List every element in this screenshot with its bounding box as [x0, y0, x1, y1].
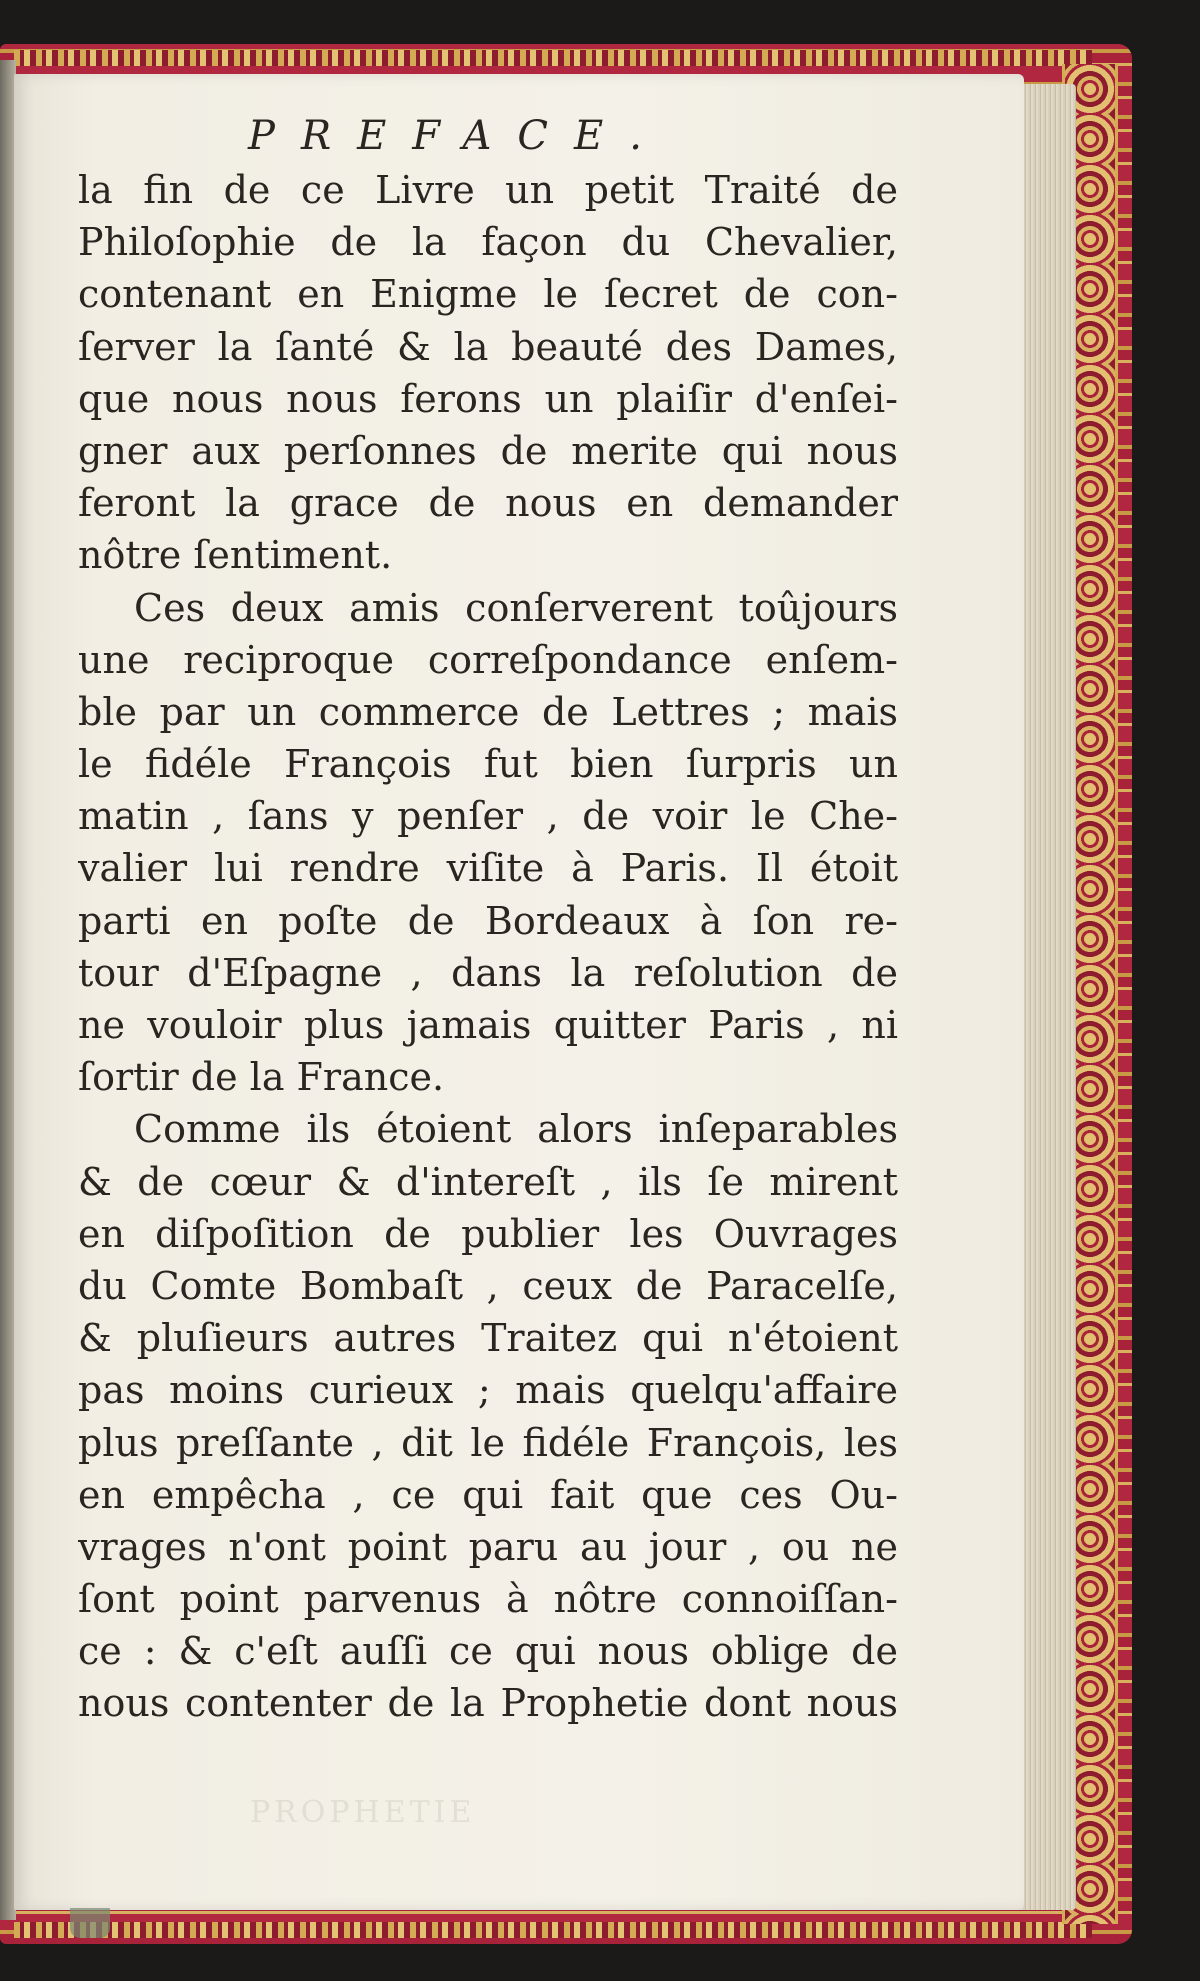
- text-line: en diſpoſition de publier les Ouvrages: [78, 1211, 898, 1256]
- text-line: Comme ils étoient alors inſeparables: [134, 1107, 898, 1152]
- text-line: en empêcha , ce qui fait que ces Ou-: [78, 1472, 898, 1517]
- text-line: le fidéle François fut bien ſurpris un: [78, 742, 898, 787]
- text-line: valier lui rendre viſite à Paris. Il étoit: [78, 846, 898, 891]
- running-head: PREFACE.: [248, 113, 668, 159]
- text-line: ble par un commerce de Lettres ; mais: [78, 689, 898, 734]
- text-line: & pluſieurs autres Traitez qui n'étoient: [78, 1316, 898, 1361]
- text-line: Philoſophie de la façon du Chevalier,: [78, 220, 898, 265]
- text-line: matin , ſans y penſer , de voir le Che-: [78, 794, 898, 839]
- gold-border-bottom: [14, 1922, 1092, 1938]
- text-line: feront la grace de nous en demander: [78, 481, 898, 526]
- text-line: parti en poſte de Bordeaux à ſon re-: [78, 898, 898, 943]
- text-line: gner aux perſonnes de merite qui nous: [78, 428, 898, 473]
- text-line: du Comte Bombaſt , ceux de Paracelſe,: [78, 1263, 898, 1308]
- gold-border-top: [14, 50, 1092, 66]
- text-line: vrages n'ont point paru au jour , ou ne: [78, 1524, 898, 1569]
- show-through-text: PROPHETIE: [250, 1795, 476, 1830]
- page-text: [78, 108, 898, 1730]
- text-line: & de cœur & d'intereſt , ils ſe mirent: [78, 1159, 898, 1204]
- text-line: ce : & c'eſt auſſi ce qui nous oblige de: [78, 1629, 898, 1674]
- text-line: nous contenter de la Prophetie dont nous: [78, 1681, 898, 1726]
- text-line: la fin de ce Livre un petit Traité de: [78, 168, 898, 212]
- bookmark-ribbon: [70, 1908, 110, 1938]
- page-fore-edge: [1018, 84, 1076, 1910]
- body-text: [78, 164, 898, 1730]
- text-line: plus preſſante , dit le fidéle François, les: [78, 1420, 898, 1465]
- text-line: que nous nous ferons un plaiſir d'enſei-: [78, 376, 898, 421]
- text-line: pas moins curieux ; mais quelqu'affaire: [78, 1368, 898, 1413]
- text-line: nôtre ſentiment.: [78, 533, 393, 578]
- text-line: une reciproque correſpondance enſem-: [78, 637, 898, 682]
- text-line: ſerver la ſanté & la beauté des Dames,: [78, 324, 898, 369]
- text-line: ne vouloir plus jamais quitter Paris , ni: [78, 1003, 898, 1047]
- text-line: ſont point parvenus à nôtre connoiſſan-: [78, 1577, 898, 1622]
- text-line: tour d'Eſpagne , dans la reſolution de: [78, 950, 898, 995]
- text-line: ſortir de la France.: [78, 1055, 445, 1100]
- text-line: Ces deux amis conſerverent toûjours: [134, 585, 898, 630]
- text-line: contenant en Enigme le ſecret de con-: [78, 272, 898, 317]
